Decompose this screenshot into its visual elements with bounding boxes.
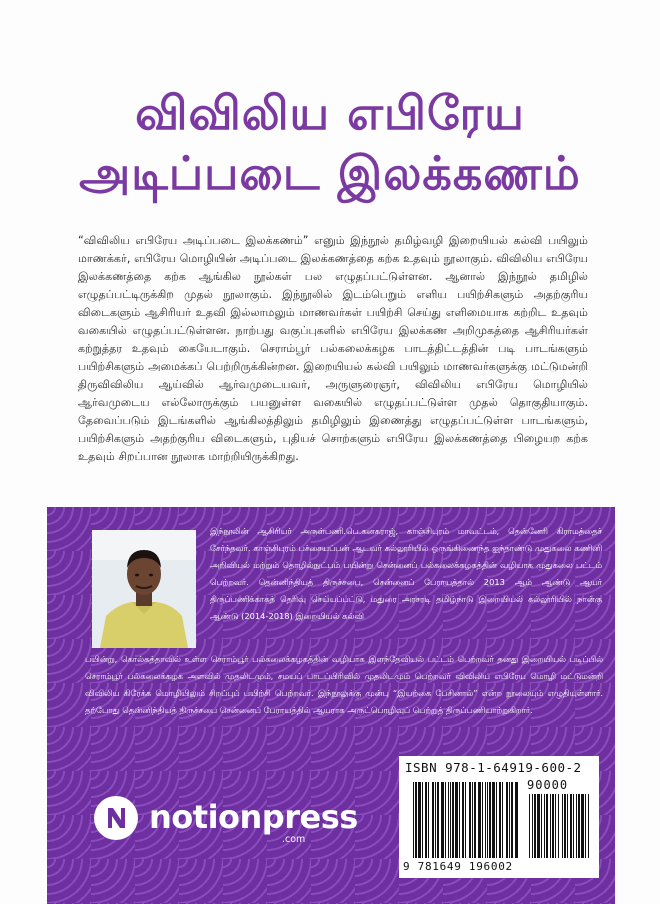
barcode-digits: 9 781649 196002: [403, 860, 513, 873]
publisher-logo: [93, 791, 373, 851]
title-line-1: விவிலிய எபிரேய: [135, 86, 525, 140]
publisher-suffix: .com: [282, 834, 306, 845]
isbn-number: ISBN 978-1-64919-600-2: [405, 760, 582, 775]
notion-press-logo-icon: [93, 795, 139, 841]
author-bio-side: இந்நூலின் ஆசிரியர் அருள்பணி.பெ.கனகராஜ், காஞ்சிபுரம் மாவட்டம், தென்னேரி கிராமத்தைச் சேர்ந்தவர். காஞ்சிபுரம் பச்சையப்பன் ஆடவர் கல்லூரியில் ஒருங்கிணைந்த ஐந்தாண்டு முதுகலை கணினி அறிவியல் மற்றும் தொழில்நுட்பம் பயின்று சென்னைப் பல்கலைக்கழகத்தின் வழியாக முதுகலை பட்டம் பெற்றவர். தென்னிந்தியத் திருச்சபை, சென்னைப் பேராயத்தால் 2013 ஆம் ஆண்டு ஆயர் திருப்பணிக்காகத் தெரிவு செய்யப்பட்டு, மதுரை அரசரடி தமிழ்நாடு இறையியல் கல்லூரியில் நான்கு ஆண்டு (2014-2018) இறையியல் கல்வி: [210, 526, 602, 621]
price-code: 90000: [527, 778, 569, 792]
book-description: “விவிலிய எபிரேய அடிப்படை இலக்கணம்” எனும் இந்நூல் தமிழ்வழி இறையியல் கல்வி பயிலும் மாணக்கர், எபிரேய மொழியின் அடிப்படை இலக்கணத்தை கற்க உதவும் நூலாகும். விவிலிய எபிரேய இலக்கணத்தை கற்க ஆங்கில நூல்கள் பல எழுதப்பட்டுள்ளன. ஆனால் இந்நூல் தமிழில் எழுதப்பட்டிருக்கிற முதல் நூலாகும். இந்நூலில் இடம்பெறும் எளிய பயிற்சிகளும் அதற்குரிய விடைகளும் ஆசிரியர் உதவி இல்லாமலும் மாணவர்கள் பயிற்சி செய்து எளிமையாக கற்றிட உதவும் வகையில் எழுதப்பட்டுள்ளன. நாற்பது வகுப்புகளில் எபிரேய இலக்கண அறிமுகத்தை ஆசிரியர்கள் கற்றுத்தர உதவும் கையேடாகும். செராம்பூர் பல்கலைக்கழக பாடத்திட்டத்தின் படி பாடங்களும் பயிற்சிகளும் அமைக்கப் பெற்றிருக்கின்றன. இறையியல் கல்வி பயிலும் மாணவர்களுக்கு மட்டுமன்றி திருவிவிலிய ஆய்வில் ஆர்வமுடையவர், அருளுரைஞர், விவிலிய எபிரேய மொழியில் ஆர்வமுடைய எல்லோருக்கும் பயனுள்ள வகையில் எழுதப்பட்டுள்ள முதல் தொகுதியாகும். தேவைப்படும் இடங்களில் ஆங்கிலத்திலும் தமிழிலும் இணைத்து எழுதப்பட்டுள்ள பாடங்களும், பயிற்சிகளும் அதற்குரிய விடைகளும், புதியச் சொற்களும் எபிரேய இலக்கணத்தை பிழையற கற்க உதவும் சிறப்பான நூலாக மாற்றியிருக்கிறது.: [78, 234, 588, 463]
isbn-barcode: [399, 756, 599, 878]
author-bio-wide: பயின்று, கொல்கத்தாவில் உள்ள செராம்பூர் பல்கலைக்கழகத்தின் வழியாக இளந்தேவியல் பட்டம் பெற்றவர் தனது இறையியல் படிப்பில் செராம்பூர் பல்கலைக்கழக அளவில் முதலிடமும், சமயப் பாடப்பிரிவில் முதலிடமும் பெற்றவர் விவிலிய எபிரேய மொழி மட்டுமன்றி விவிலிய கிரேக்க மொழியிலும் சிறப்புப் பயிற்சி பெற்றவர். இந்நூலுக்கு முன்பு “இயற்கை பேசினால்” என்ற நூலையும் எழுதியுள்ளார். தற்போது தென்னிந்தியத் திருச்சபை சென்னைப் பேராயத்தில் ஆயராக அருட்பொழிவுப் பெற்றுத் திருப்பணியாற்றுகிறார்.: [85, 654, 603, 715]
author-photo: [92, 530, 196, 648]
title-line-2: அடிப்படை இலக்கணம்: [79, 146, 581, 200]
publisher-name: notionpress: [149, 798, 358, 836]
author-panel: [47, 507, 615, 904]
